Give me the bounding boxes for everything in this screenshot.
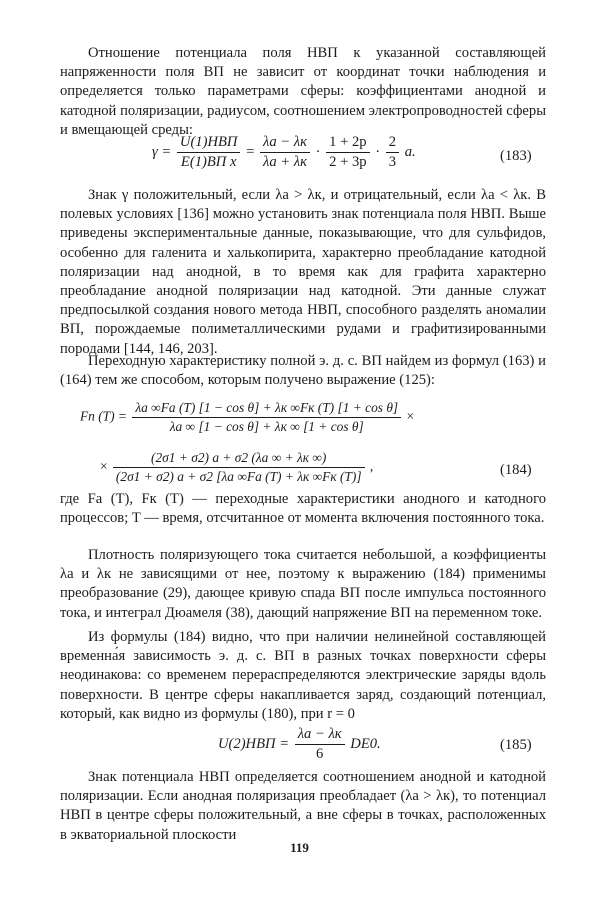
equation-number-185: (185) — [500, 737, 532, 753]
fraction — [132, 400, 401, 435]
fraction-numerator: λa − λк — [295, 726, 345, 745]
fraction-numerator: U(1)НВП — [177, 134, 241, 153]
paragraph-6 — [60, 628, 546, 724]
equation-lhs: Fп (T) = — [80, 408, 127, 424]
fraction — [386, 134, 399, 171]
fraction-denominator: λa + λк — [263, 154, 307, 170]
equation-number-184: (184) — [500, 462, 532, 478]
equation-lhs: U(2)НВП = — [218, 735, 290, 752]
fraction-denominator: E(1)ВП x — [180, 154, 237, 170]
equation-185 — [218, 726, 381, 763]
fraction-denominator: 6 — [316, 746, 324, 762]
equation-comma: , — [369, 458, 374, 474]
equation-tail: a. — [404, 143, 416, 160]
paragraph-5 — [60, 546, 546, 623]
fraction-numerator: λa ∞Fa (T) [1 − cos θ] + λк ∞Fк (T) [1 + cos θ] — [132, 400, 401, 418]
paragraph-text: Знак потенциала НВП определяется соотношением анодной и катодной поляризации. Если анодная поляризация преобладает (λa > λк), то потенциал НВП в центре сферы положительный, а вне сферы в точках, расположенных в экваториальной плоскости — [60, 769, 546, 843]
paragraph-7 — [60, 768, 546, 845]
equation-183: γ = $\frac{\text{U(1)НВП}}{\text{E(1)ВП x}}$ = $\frac{\lambda a - \lambda к}{\lambda a + \lambda к}$ · $\frac{1 + 2p}{2 + 3p}$ · $\frac{2}{3}$ a. — [152, 134, 416, 170]
equation-184-line-2 — [100, 450, 373, 485]
fraction — [260, 134, 310, 171]
paragraph-4 — [60, 490, 546, 528]
fraction-numerator: λa − λк — [260, 134, 310, 153]
equation-tail: DE0. — [350, 735, 381, 752]
paragraph-1 — [60, 44, 546, 140]
fraction — [326, 134, 369, 171]
multiply-sign: × — [406, 408, 415, 424]
multiply-sign: × — [100, 458, 108, 474]
fraction-denominator: (2σ1 + σ2) a + σ2 [λa ∞Fa (T) + λк ∞Fк (T)] — [115, 469, 362, 484]
paragraph-text: Из формулы (184) видно, что при наличии нелинейной составляющей временна́я зависимость э. д. с. ВП в разных точках поверхности сферы неодинакова: со временем перераспределяются электрические заряды вдоль поверхности. В центре сферы накапливается заряд, создающий потенциал, который, как видно из формулы (180), при r = 0 — [60, 629, 546, 722]
fraction-numerator: 2 — [386, 134, 399, 153]
fraction-denominator: 2 + 3p — [329, 154, 367, 170]
paragraph-text: где Fa (T), Fк (T) — переходные характеристики анодного и катодного процессов; T — время, отсчитанное от момента включения постоянного тока. — [60, 491, 546, 527]
paragraph-2 — [60, 186, 546, 359]
paragraph-text: Переходную характеристику полной э. д. с. ВП найдем из формул (163) и (164) тем же способом, которым получено выражение (125): — [60, 353, 546, 389]
fraction-denominator: λa ∞ [1 − cos θ] + λк ∞ [1 + cos θ] — [169, 419, 364, 434]
equation-number-183: (183) — [500, 148, 532, 164]
page-number: 119 — [290, 840, 309, 855]
fraction — [295, 726, 345, 763]
fraction-denominator: 3 — [388, 154, 397, 170]
fraction-numerator: 1 + 2p — [326, 134, 369, 153]
equation-lhs: γ = — [152, 143, 172, 160]
fraction — [113, 450, 365, 485]
paragraph-3 — [60, 352, 546, 390]
fraction-numerator: (2σ1 + σ2) a + σ2 (λa ∞ + λк ∞) — [113, 450, 365, 468]
paragraph-text: Знак γ положительный, если λa > λк, и отрицательный, если λa < λк. В полевых условиях [136] можно установить знак потенциала поля НВП. Выше приведены экспериментальные данные, показывающие, что для сульфидов, особенно для галенита и халькопирита, характерно преобладание катодной поляризации над анодной, в то время как для графита характерно преобладание анодной поляризации над катодной. Эти данные служат предпосылкой создания нового метода НВП, способного разделять аномалии ВП, порождаемые полиметаллическими рудами и графитизированными породами [144, 146, 203]. — [60, 187, 546, 357]
paragraph-text: Отношение потенциала поля НВП к указанной составляющей напряженности поля ВП не зависит от координат точки наблюдения и определяется только параметрами сферы: коэффициентами анодной и катодной поляризации, радиусом, соотношением электропроводностей сферы и вмещающей среды: — [60, 45, 546, 138]
fraction — [177, 134, 241, 171]
paragraph-text: Плотность поляризующего тока считается небольшой, а коэффициенты λa и λк не зависящими от нее, поэтому к выражению (184) применимы преобразование (29), дающее кривую спада ВП после импульса постоянного тока, и интеграл Дюамеля (38), дающий напряжение ВП на переменном токе. — [60, 547, 546, 621]
equation-184-line-1 — [80, 400, 414, 435]
